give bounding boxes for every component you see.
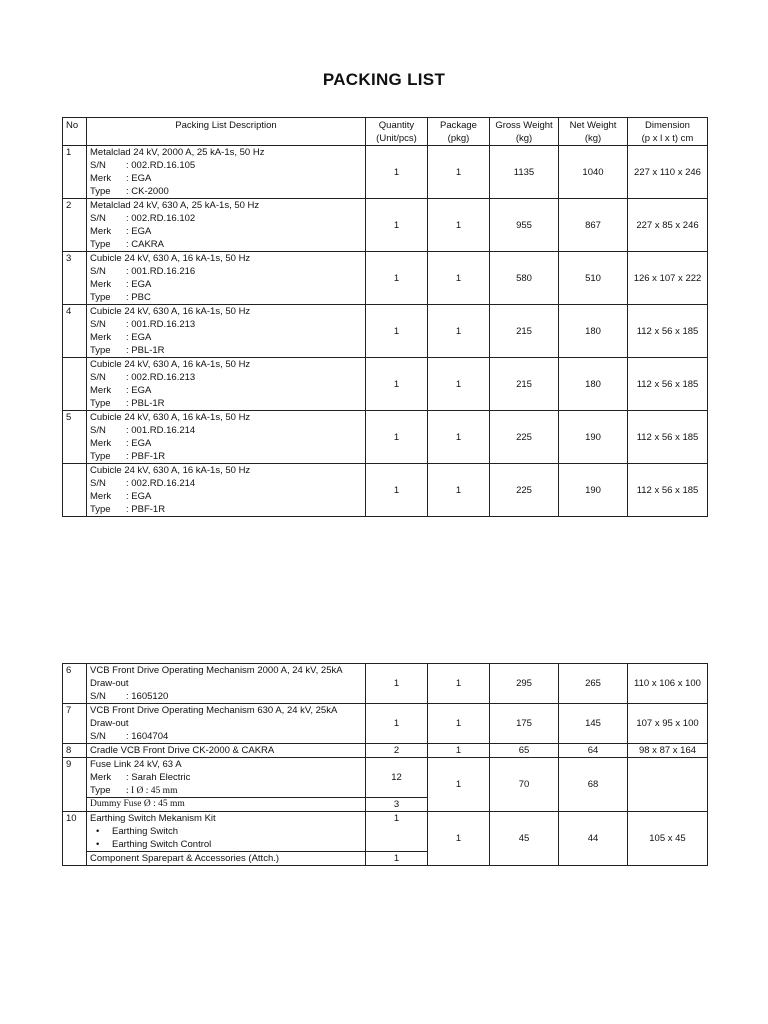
item-dimension: 105 x 45 (628, 812, 708, 866)
item-gross-weight: 175 (490, 704, 559, 744)
item-title: Cubicle 24 kV, 630 A, 16 kA-1s, 50 Hz (90, 306, 251, 317)
item-description (87, 464, 366, 517)
item-no: 7 (63, 704, 87, 744)
item-net-weight: 867 (559, 199, 628, 252)
item-dimension: 112 x 56 x 185 (628, 411, 708, 464)
item-sn: S/N : 002.RD.16.213 (90, 372, 196, 383)
item-dimension: 227 x 85 x 246 (628, 199, 708, 252)
item-description: VCB Front Drive Operating Mechanism 630 A, 24 kV, 25kA Draw-out S/N : 1604704 (87, 704, 366, 744)
header-gross-weight: Gross Weight (kg) (490, 118, 559, 146)
item-gross-weight: 70 (490, 758, 559, 812)
item-title: Cubicle 24 kV, 630 A, 16 kA-1s, 50 Hz (90, 412, 251, 423)
item-package: 1 (428, 199, 490, 252)
item-merk: Merk : EGA (90, 332, 152, 343)
item-no: 10 (63, 812, 87, 866)
item-type: Type : PBC (90, 292, 151, 303)
item-no: 2 (63, 199, 87, 252)
item-gross-weight: 955 (490, 199, 559, 252)
item-description: Earthing Switch Mekanism Kit • Earthing Switch • Earthing Switch Control (87, 812, 366, 852)
item-sn: S/N : 002.RD.16.214 (90, 478, 196, 489)
item-no: 6 (63, 664, 87, 704)
table-row (63, 146, 708, 199)
item-description: Cradle VCB Front Drive CK-2000 & CAKRA (87, 744, 366, 758)
item-no (63, 464, 87, 517)
item-type: Type : CAKRA (90, 239, 165, 250)
item-no: 8 (63, 744, 87, 758)
item-sn: S/N : 001.RD.16.214 (90, 425, 196, 436)
item-merk: Merk : EGA (90, 438, 152, 449)
table-row (63, 358, 708, 411)
item-merk: Merk : EGA (90, 173, 152, 184)
item-description (87, 252, 366, 305)
item-title: Cubicle 24 kV, 630 A, 16 kA-1s, 50 Hz (90, 465, 251, 476)
header-row (63, 118, 708, 146)
item-dimension: 227 x 110 x 246 (628, 146, 708, 199)
item-quantity: 2 (366, 744, 428, 758)
item-no: 1 (63, 146, 87, 199)
item-package: 1 (428, 758, 490, 812)
item-type: Type : PBL-1R (90, 398, 165, 409)
item-net-weight: 44 (559, 812, 628, 866)
bullet-item: • Earthing Switch Control (90, 838, 362, 851)
item-dimension: 110 x 106 x 100 (628, 664, 708, 704)
item-package: 1 (428, 305, 490, 358)
item-quantity: 1 (366, 664, 428, 704)
item-quantity: 1 (366, 252, 428, 305)
page-title: PACKING LIST (322, 70, 446, 89)
item-net-weight: 64 (559, 744, 628, 758)
item-description (87, 305, 366, 358)
item-gross-weight: 65 (490, 744, 559, 758)
item-gross-weight: 580 (490, 252, 559, 305)
item-merk: Merk : EGA (90, 491, 152, 502)
item-quantity: 1 (366, 464, 428, 517)
item-dimension: 98 x 87 x 164 (628, 744, 708, 758)
item-gross-weight: 215 (490, 305, 559, 358)
item-package: 1 (428, 812, 490, 866)
item-no: 3 (63, 252, 87, 305)
item-dimension (628, 758, 708, 812)
item-quantity: 1 (366, 411, 428, 464)
item-sn: S/N : 002.RD.16.105 (90, 160, 196, 171)
item-type: Type : PBF-1R (90, 451, 166, 462)
item-title: Cubicle 24 kV, 630 A, 16 kA-1s, 50 Hz (90, 359, 251, 370)
item-package: 1 (428, 252, 490, 305)
dummy-fuse-quantity: 3 (366, 798, 428, 812)
item-quantity: 12 (366, 758, 428, 798)
table-row (63, 744, 708, 758)
item-dimension: 112 x 56 x 185 (628, 305, 708, 358)
item-sn: S/N : 001.RD.16.216 (90, 266, 196, 277)
table-row (63, 758, 708, 798)
item-package: 1 (428, 358, 490, 411)
item-gross-weight: 45 (490, 812, 559, 866)
item-type: Type : PBF-1R (90, 504, 166, 515)
item-sn: S/N : 002.RD.16.102 (90, 213, 196, 224)
header-package: Package (pkg) (428, 118, 490, 146)
item-type: Type : PBL-1R (90, 345, 165, 356)
header-dimension: Dimension (p x l x t) cm (628, 118, 708, 146)
item-gross-weight: 295 (490, 664, 559, 704)
table-row (63, 305, 708, 358)
header-description: Packing List Description (87, 118, 366, 146)
item-description (87, 411, 366, 464)
bullet-item: • Earthing Switch (90, 825, 362, 838)
item-quantity: 1 (366, 199, 428, 252)
table-row (63, 199, 708, 252)
item-title: Metalclad 24 kV, 630 A, 25 kA-1s, 50 Hz (90, 200, 260, 211)
item-merk: Merk : EGA (90, 279, 152, 290)
item-package: 1 (428, 744, 490, 758)
table-row (63, 664, 708, 704)
item-quantity: 1 (366, 358, 428, 411)
header-quantity: Quantity (Unit/pcs) (366, 118, 428, 146)
item-no: 4 (63, 305, 87, 358)
header-net-weight: Net Weight (kg) (559, 118, 628, 146)
table-row (63, 704, 708, 744)
item-dimension: 126 x 107 x 222 (628, 252, 708, 305)
item-sn: S/N : 001.RD.16.213 (90, 319, 196, 330)
item-net-weight: 145 (559, 704, 628, 744)
item-quantity: 1 (366, 305, 428, 358)
packing-table-2 (62, 663, 708, 866)
item-net-weight: 190 (559, 464, 628, 517)
item-merk: Merk : EGA (90, 385, 152, 396)
item-description: Fuse Link 24 kV, 63 A Merk : Sarah Electric Type : I Ø : 45 mm (87, 758, 366, 798)
item-description: Component Sparepart & Accessories (Attch.) (87, 852, 366, 866)
item-package: 1 (428, 411, 490, 464)
packing-table-1 (62, 117, 708, 517)
item-net-weight: 180 (559, 305, 628, 358)
item-description: VCB Front Drive Operating Mechanism 2000 A, 24 kV, 25kA Draw-out S/N : 1605120 (87, 664, 366, 704)
item-gross-weight: 215 (490, 358, 559, 411)
item-description (87, 146, 366, 199)
item-title: Metalclad 24 kV, 2000 A, 25 kA-1s, 50 Hz (90, 147, 265, 158)
item-dimension: 112 x 56 x 185 (628, 358, 708, 411)
item-net-weight: 265 (559, 664, 628, 704)
table-row (63, 252, 708, 305)
item-package: 1 (428, 664, 490, 704)
item-quantity: 1 (366, 146, 428, 199)
item-dimension: 112 x 56 x 185 (628, 464, 708, 517)
item-net-weight: 1040 (559, 146, 628, 199)
item-type: Type : CK-2000 (90, 186, 169, 197)
item-title: Cubicle 24 kV, 630 A, 16 kA-1s, 50 Hz (90, 253, 251, 264)
item-dimension: 107 x 95 x 100 (628, 704, 708, 744)
item-no (63, 358, 87, 411)
item-quantity: 1 (366, 812, 428, 852)
item-gross-weight: 1135 (490, 146, 559, 199)
table-row (63, 812, 708, 852)
item-description (87, 358, 366, 411)
item-net-weight: 510 (559, 252, 628, 305)
item-quantity: 1 (366, 852, 428, 866)
item-package: 1 (428, 146, 490, 199)
item-gross-weight: 225 (490, 411, 559, 464)
item-net-weight: 68 (559, 758, 628, 812)
item-package: 1 (428, 704, 490, 744)
item-net-weight: 180 (559, 358, 628, 411)
item-quantity: 1 (366, 704, 428, 744)
item-description (87, 199, 366, 252)
table-row (63, 411, 708, 464)
item-net-weight: 190 (559, 411, 628, 464)
item-gross-weight: 225 (490, 464, 559, 517)
item-package: 1 (428, 464, 490, 517)
item-no: 5 (63, 411, 87, 464)
header-no: No (63, 118, 87, 146)
item-no: 9 (63, 758, 87, 812)
dummy-fuse-description: Dummy Fuse Ø : 45 mm (87, 798, 366, 812)
item-merk: Merk : EGA (90, 226, 152, 237)
table-row (63, 464, 708, 517)
